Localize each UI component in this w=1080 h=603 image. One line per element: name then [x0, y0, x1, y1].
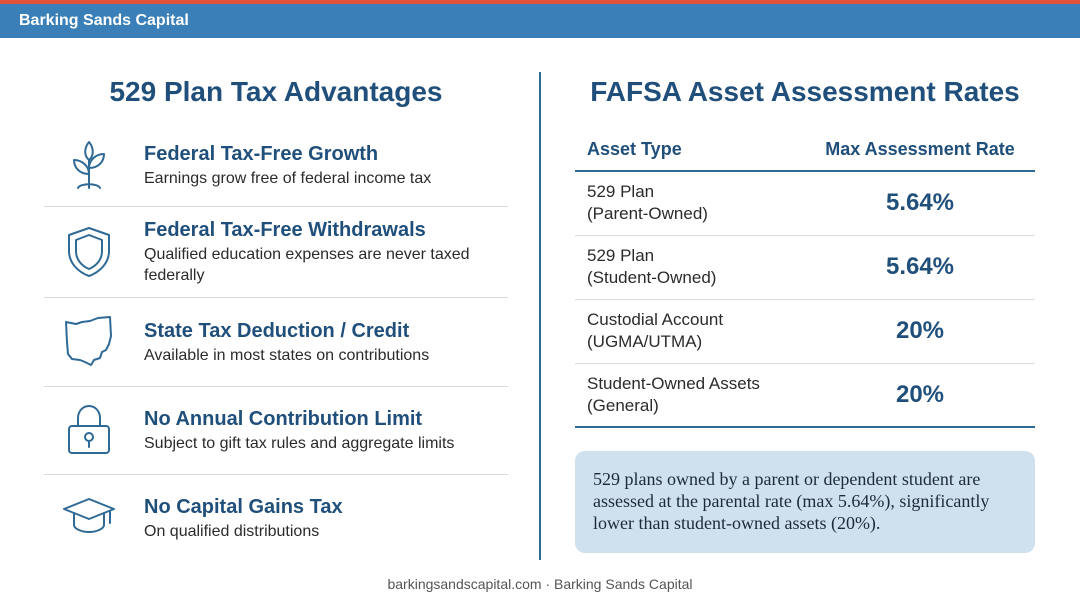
list-item: [44, 475, 508, 555]
table-row: [575, 171, 1035, 235]
column-header-asset-type: Asset Type: [575, 124, 805, 171]
asset-type-line2: (General): [587, 395, 659, 415]
table-row: [575, 299, 1035, 363]
advantage-title: Federal Tax-Free Growth: [144, 143, 379, 165]
advantage-description: On qualified distributions: [144, 523, 320, 540]
asset-type-cell: [575, 171, 805, 235]
state-outline-icon: [62, 314, 116, 368]
asset-type-line2: (Parent-Owned): [587, 204, 708, 224]
callout-note: [575, 451, 1035, 553]
advantage-description: Available in most states on contributions: [144, 347, 430, 364]
asset-type-cell: [575, 299, 805, 363]
assessment-rate-cell: 20%: [805, 363, 1035, 427]
advantage-text: [144, 319, 508, 366]
brand-name: Barking Sands Capital: [19, 12, 189, 29]
asset-type-line2: (Student-Owned): [587, 268, 717, 287]
advantages-list: [44, 124, 508, 555]
advantage-text: [144, 495, 508, 542]
advantage-title: No Capital Gains Tax: [144, 496, 343, 518]
asset-type-line2: (UGMA/UTMA): [587, 332, 703, 351]
advantage-title: Federal Tax-Free Withdrawals: [144, 219, 426, 241]
advantage-description: Qualified education expenses are never taxed federally: [144, 246, 470, 284]
column-divider: [539, 72, 541, 560]
plant-sprout-icon: [62, 138, 116, 192]
asset-type-line1: 529 Plan: [587, 246, 655, 265]
padlock-icon: [62, 402, 116, 456]
table-row: [575, 363, 1035, 427]
advantage-description: Earnings grow free of federal income tax: [144, 170, 432, 187]
graduation-cap-icon: [62, 489, 116, 543]
assessment-rate-cell: 20%: [805, 299, 1035, 363]
advantage-text: [144, 218, 508, 286]
tax-advantages-title: 529 Plan Tax Advantages: [109, 76, 443, 107]
advantage-text: [144, 407, 508, 454]
callout-note-text: 529 plans owned by a parent or dependent student are assessed at the parental rate (max 5.64%), significantly lower than student-owned assets (20%).: [593, 469, 990, 533]
list-item: [44, 124, 508, 207]
asset-type-cell: [575, 363, 805, 427]
advantage-description: Subject to gift tax rules and aggregate limits: [144, 435, 455, 452]
advantage-text: [144, 142, 508, 189]
asset-type-line1: 529 Plan: [587, 182, 655, 202]
asset-type-cell: [575, 235, 805, 299]
table-row: [575, 235, 1035, 299]
tax-advantages-section: [44, 60, 508, 555]
assessment-rate-cell: 5.64%: [805, 171, 1035, 235]
fafsa-rates-title: FAFSA Asset Assessment Rates: [590, 76, 1020, 107]
asset-type-line1: Custodial Account: [587, 310, 724, 329]
advantage-title: No Annual Contribution Limit: [144, 408, 423, 430]
assessment-rate-cell: 5.64%: [805, 235, 1035, 299]
column-header-max-rate: Max Assessment Rate: [805, 124, 1035, 171]
footer-text: barkingsandscapital.com · Barking Sands Capital: [387, 576, 693, 592]
list-item: [44, 387, 508, 475]
table-header-row: [575, 124, 1035, 171]
advantage-title: State Tax Deduction / Credit: [144, 320, 410, 342]
shield-icon: [62, 225, 116, 279]
list-item: [44, 298, 508, 387]
header-bar: [0, 4, 1080, 38]
assessment-rate-table: [575, 124, 1035, 428]
asset-type-line1: Student-Owned Assets: [587, 373, 760, 393]
fafsa-rates-section: [575, 60, 1035, 428]
list-item: [44, 207, 508, 298]
